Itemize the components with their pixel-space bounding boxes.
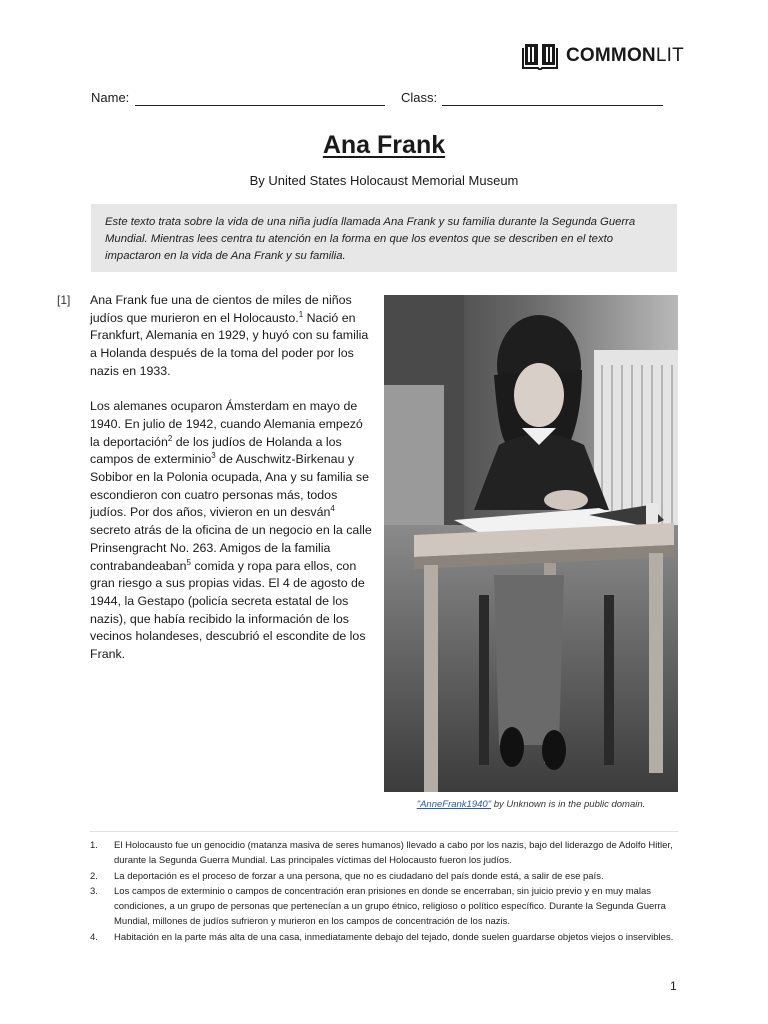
photo-source-link[interactable]: "AnneFrank1940" (416, 799, 492, 810)
intro-box: Este texto trata sobre la vida de una niña judía llamada Ana Frank y su familia durante la Segunda Guerra Mundial. Mientras lees centra tu atención en la forma en que los eventos que se describen en el texto impactaron en la vida de Ana Frank y su familia. (91, 204, 677, 272)
footnote-divider (90, 831, 678, 832)
footnote-ref-1[interactable]: 1 (298, 309, 304, 319)
footnote-item: 1. El Holocausto fue un genocidio (matanza masiva de seres humanos) llevado a cabo por los nazis, bajo del liderazgo de Adolfo Hitler, durante la Segunda Guerra Mundial. Las principales víctimas del Holocausto fueron los judíos. (90, 840, 673, 866)
open-book-icon (522, 42, 558, 70)
paragraph-1: Ana Frank fue una de cientos de miles de niños judíos que murieron en el Holocausto.$^1$ Nació en Frankfurt, Alemania en 1929, y huyó con su familia a Holanda después de la toma del poder por los nazis en 1933. (90, 293, 369, 378)
anne-frank-photo (384, 295, 678, 792)
footnote-item: 4. Habitación en la parte más alta de una casa, inmediatamente debajo del tejado, donde suelen guardarse objetos viejos o inservibles. (90, 931, 674, 943)
paragraph-2: Los alemanes ocuparon Ámsterdam en mayo de 1940. En julio de 1942, cuando Alemania empezó la deportación$^2$ de los judíos de Holanda a los campos de exterminio$^3$ de Auschwitz-Birkenau y Sobibor en la Polonia ocupada, Ana y su familia se escondieron con cuatro personas más, todos judíos. Por dos años, vivieron en un desván$^4$ secreto atrás de la oficina de un negocio en la calle Prinsengracht No. 263. Amigos de la familia contrabandeaban$^5$ comida y ropa para ellos, con gran riesgo a sus propias vidas. El 4 de agosto de 1944, la Gestapo (policía secreta estatal de los nazis), que había recibido la información de los vecinos holandeses, descubrió el escondite de los Frank. (90, 399, 372, 662)
photo-caption: "AnneFrank1940" by Unknown is in the public domain. (416, 799, 646, 810)
commonlit-logo[interactable] (522, 42, 684, 70)
page-title: Ana Frank (322, 131, 446, 159)
footnote-ref-5[interactable]: 5 (186, 557, 191, 567)
name-label: Name: (91, 90, 130, 105)
name-field-line[interactable] (135, 105, 385, 106)
footnote-item: 3. Los campos de exterminio o campos de concentración eran prisiones en donde se encerraban, sin juicio previo y en muy malas condiciones, a un grupo de personas que pertenecían a un grupo étnico, religioso o político específico. Durante la Segunda Guerra Mundial, millones de judíos sufrieron y murieron en los campos de concentración de los nazis. (90, 886, 666, 927)
footnote-ref-2[interactable]: 2 (167, 433, 173, 443)
paragraph-number: [1] (57, 293, 71, 307)
byline: By United States Holocaust Memorial Museum (249, 173, 519, 188)
page-number: 1 (670, 979, 677, 993)
footnote-ref-3[interactable]: 3 (211, 451, 216, 461)
footnote-item: 2. La deportación es el proceso de forzar a una persona, que no es ciudadano del país donde está, a salir de ese país. (90, 870, 604, 882)
name-class-row (91, 90, 671, 110)
class-label: Class: (401, 90, 438, 105)
article-body (90, 292, 374, 681)
footnotes-list (90, 838, 678, 945)
logo-wordmark: COMMONLIT (566, 45, 684, 66)
footnote-ref-4[interactable]: 4 (330, 504, 335, 514)
class-field-line[interactable] (442, 105, 663, 106)
